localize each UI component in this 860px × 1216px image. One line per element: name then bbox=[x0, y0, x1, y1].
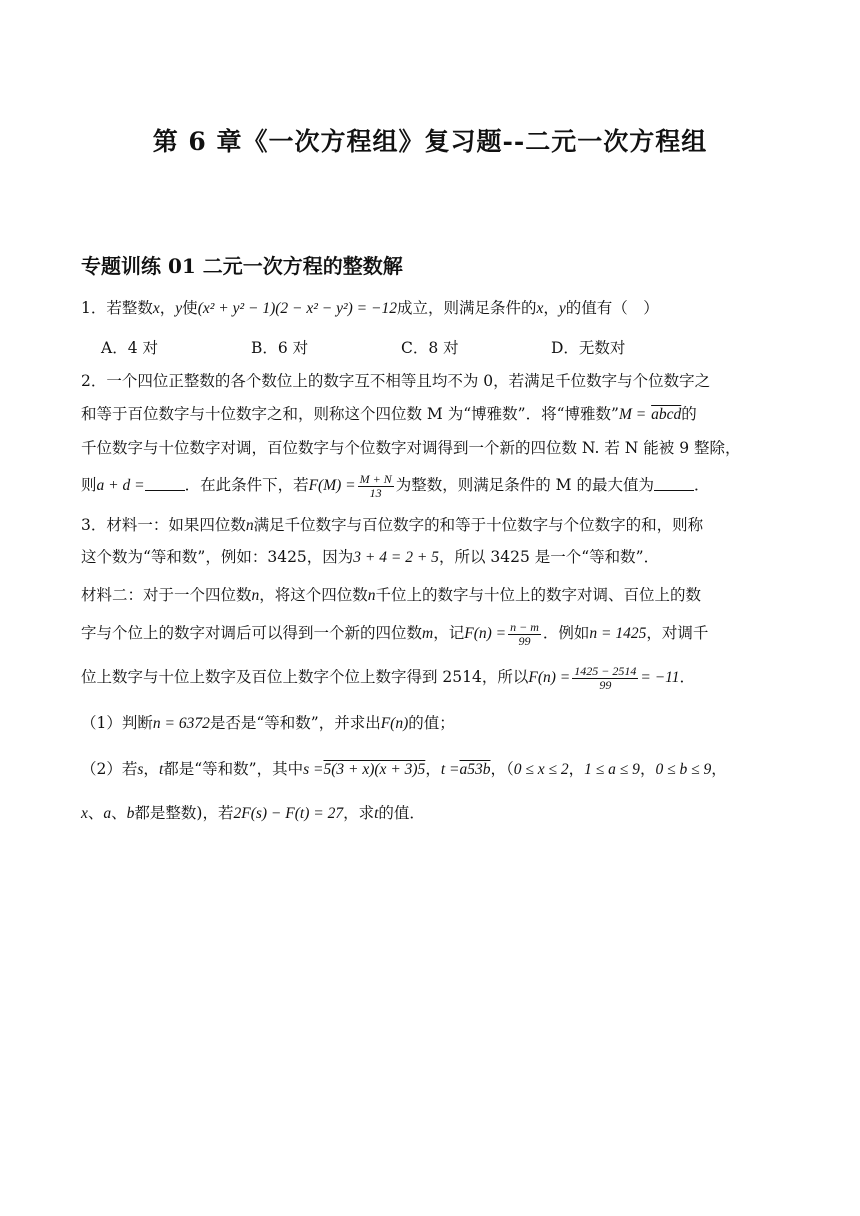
q3-constraint: 0 ≤ x ≤ 2 bbox=[513, 761, 569, 778]
q3-equation: t = bbox=[440, 761, 460, 778]
q3-text: 的值． bbox=[378, 804, 425, 822]
q3-part-2 bbox=[81, 758, 727, 781]
q3-text: ，对调千 bbox=[646, 624, 709, 642]
var-n: n bbox=[367, 587, 376, 604]
var-t: t bbox=[158, 761, 164, 778]
q1-option-d: D．无数对 bbox=[551, 339, 626, 357]
q1-equation: (x² + y² − 1)(2 − x² − y²) = −12 bbox=[197, 300, 397, 317]
q3-part-1 bbox=[81, 712, 455, 735]
fraction-denominator: 99 bbox=[518, 633, 531, 648]
q3-text: 是否是“等和数”，并求出 bbox=[209, 714, 381, 732]
var-y: y bbox=[175, 300, 183, 317]
q2-equation: M = bbox=[618, 406, 647, 423]
section-heading: 专题训练 01 二元一次方程的整数解 bbox=[81, 254, 403, 278]
q3-line-2 bbox=[81, 546, 659, 569]
var-a: a bbox=[103, 805, 112, 822]
q3-text: ， bbox=[568, 760, 585, 778]
q3-text: ，将这个四位数 bbox=[259, 586, 368, 604]
q3-equation: n = 6372 bbox=[152, 715, 210, 732]
q3-equation: 3 + 4 = 2 + 5 bbox=[353, 549, 439, 566]
q3-text: 满足千位数字与百位数字的和等于十位数字与个位数字的和，则称 bbox=[253, 516, 704, 534]
q3-line-3 bbox=[81, 584, 701, 607]
var-b: b bbox=[126, 805, 135, 822]
q3-text: 材料二：对于一个四位数 bbox=[81, 586, 252, 604]
q1-option-a: A．4 对 bbox=[101, 339, 158, 357]
q1-option-c: C．8 对 bbox=[401, 339, 459, 357]
q3-overline-number: a53b bbox=[459, 761, 491, 778]
q2-overline-number: abcd bbox=[651, 406, 682, 423]
q3-text: 的值； bbox=[408, 714, 455, 732]
q1-option-b: B．6 对 bbox=[251, 339, 309, 357]
q3-text: ， bbox=[711, 760, 727, 778]
q3-line-5 bbox=[81, 660, 695, 694]
q3-text: 、 bbox=[111, 804, 127, 822]
q3-overline-number: 5(3 + x)(x + 3)5 bbox=[323, 761, 426, 778]
q3-result: = −11 bbox=[640, 669, 680, 686]
q3-line-1 bbox=[81, 514, 703, 537]
q2-line-1: 2．一个四位正整数的各个数位上的数字互不相等且均不为 0，若满足千位数字与个位数字之 bbox=[81, 372, 711, 390]
q2-fraction bbox=[358, 473, 394, 500]
q3-line-4 bbox=[81, 616, 708, 650]
q2-text: 则 bbox=[81, 476, 97, 494]
q1-options bbox=[101, 337, 701, 359]
q2-line-4 bbox=[81, 468, 709, 502]
q3-equation: s = bbox=[303, 761, 324, 778]
q1-stem bbox=[81, 297, 659, 320]
q1-text: 的值有（ ） bbox=[565, 299, 659, 317]
q3-equation: n = 1425 bbox=[589, 625, 647, 642]
q3-text: （2）若 bbox=[81, 760, 138, 778]
answer-blank[interactable] bbox=[145, 476, 185, 491]
q3-fraction bbox=[572, 665, 638, 692]
q3-text: ，（ bbox=[490, 760, 514, 778]
var-m: m bbox=[422, 625, 434, 642]
q3-part-2-line-2 bbox=[81, 802, 425, 825]
q1-text: ， bbox=[543, 299, 559, 317]
q2-text: 为整数，则满足条件的 M 的最大值为 bbox=[395, 476, 654, 494]
var-x: x bbox=[536, 300, 544, 317]
q3-equation: 2F(s) − F(t) = 27 bbox=[233, 805, 344, 822]
q3-text: 千位上的数字与十位上的数字对调、百位上的数 bbox=[375, 586, 702, 604]
q2-equation: a + d = bbox=[96, 477, 145, 494]
q3-text: ， bbox=[143, 760, 159, 778]
q2-text: ． bbox=[693, 476, 710, 494]
fraction-numerator: M + N bbox=[359, 471, 392, 486]
q3-text: 都是“等和数”，其中 bbox=[163, 760, 304, 778]
q2-text: 的 bbox=[681, 405, 697, 423]
q2-line-2 bbox=[81, 403, 697, 426]
fraction-denominator: 13 bbox=[369, 485, 382, 500]
page-title: 第 6 章《一次方程组》复习题--二元一次方程组 bbox=[152, 127, 708, 156]
q3-text: ，求 bbox=[343, 804, 375, 822]
q3-text: 字与个位上的数字对调后可以得到一个新的四位数 bbox=[81, 624, 423, 642]
fraction-numerator: n − m bbox=[510, 619, 539, 634]
var-x: x bbox=[81, 805, 88, 822]
q3-text: ． bbox=[679, 668, 696, 686]
q1-text: ， bbox=[159, 299, 176, 317]
q3-function: F(n) bbox=[380, 715, 409, 732]
q3-text: ，记 bbox=[433, 624, 465, 642]
fraction-denominator: 99 bbox=[599, 677, 612, 692]
q3-text: 位上数字与十位上数字及百位上数字个位上数字得到 2514，所以 bbox=[81, 668, 529, 686]
q3-function: F(n) = bbox=[464, 625, 507, 642]
q3-text: 都是整数)，若 bbox=[134, 804, 234, 822]
q3-text: ，所以 3425 是一个“等和数”． bbox=[438, 548, 660, 566]
q3-constraint: 0 ≤ b ≤ 9 bbox=[655, 761, 712, 778]
var-y: y bbox=[558, 300, 566, 317]
q3-fraction bbox=[508, 621, 541, 648]
var-t: t bbox=[374, 805, 379, 822]
q3-text: ．例如 bbox=[542, 624, 590, 642]
q3-text: ， bbox=[639, 760, 656, 778]
q2-text: ．在此条件下，若 bbox=[184, 476, 309, 494]
var-s: s bbox=[137, 761, 144, 778]
q2-line-3: 千位数字与十位数字对调，百位数字与个位数字对调得到一个新的四位数 N. 若 N 能被 9 整除， bbox=[81, 439, 741, 457]
q1-text: 1．若整数 bbox=[81, 299, 153, 317]
var-x: x bbox=[152, 300, 160, 317]
q3-text: 、 bbox=[87, 804, 104, 822]
q3-text: 3．材料一：如果四位数 bbox=[81, 516, 246, 534]
q3-text: ， bbox=[425, 760, 441, 778]
q2-function: F(M) = bbox=[308, 477, 356, 494]
q2-text: 和等于百位数字与十位数字之和，则称这个四位数 M 为“博雅数”．将“博雅数” bbox=[81, 405, 619, 423]
q1-text: 成立，则满足条件的 bbox=[396, 299, 537, 317]
q3-constraint: 1 ≤ a ≤ 9 bbox=[584, 761, 640, 778]
q3-text: （1）判断 bbox=[81, 714, 153, 732]
q1-text: 使 bbox=[182, 299, 198, 317]
fraction-numerator: 1425 − 2514 bbox=[574, 663, 637, 678]
q3-text: 这个数为“等和数”，例如：3425，因为 bbox=[81, 548, 354, 566]
var-n: n bbox=[245, 517, 254, 534]
answer-blank[interactable] bbox=[654, 476, 694, 491]
var-n: n bbox=[251, 587, 260, 604]
q3-function: F(n) = bbox=[528, 669, 571, 686]
